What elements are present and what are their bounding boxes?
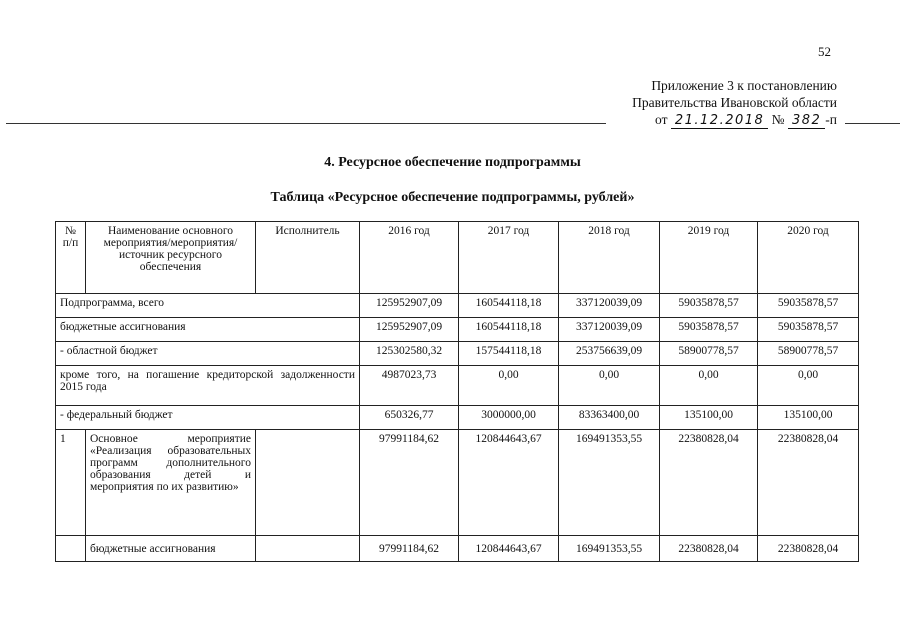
- cell-2017: 3000000,00: [459, 406, 559, 430]
- table-row: [56, 430, 859, 536]
- cell-2019: 59035878,57: [660, 294, 758, 318]
- section-title: 4. Ресурсное обеспечение подпрограммы: [324, 155, 581, 170]
- cell-2017: 157544118,18: [459, 342, 559, 366]
- cell-2018: 0,00: [559, 366, 660, 406]
- cell-2017: 160544118,18: [459, 318, 559, 342]
- from-label: от: [655, 112, 668, 127]
- header-2020: 2020 год: [758, 222, 859, 294]
- cell-2017: 0,00: [459, 366, 559, 406]
- row-executor: [256, 430, 360, 536]
- cell-2017: 120844643,67: [459, 536, 559, 562]
- cell-2018: 337120039,09: [559, 318, 660, 342]
- handwritten-number: 382: [788, 113, 825, 129]
- row-num: 1: [56, 430, 86, 536]
- header-2018: 2018 год: [559, 222, 660, 294]
- cell-2017: 120844643,67: [459, 430, 559, 536]
- header-name: Наименование основного мероприятия/мероприятия/ источник ресурсного обеспечения: [86, 222, 256, 294]
- cell-2019: 0,00: [660, 366, 758, 406]
- cell-2016: 97991184,62: [360, 536, 459, 562]
- table-row: [56, 366, 859, 406]
- header-2019: 2019 год: [660, 222, 758, 294]
- cell-2020: 135100,00: [758, 406, 859, 430]
- handwritten-date: 21.12.2018: [671, 113, 768, 129]
- row-num: [56, 536, 86, 562]
- header-rule-left: [6, 123, 606, 124]
- approval-line-3: [632, 111, 837, 129]
- header-rule-right: [845, 123, 900, 124]
- cell-2018: 83363400,00: [559, 406, 660, 430]
- cell-2018: 169491353,55: [559, 536, 660, 562]
- cell-2020: 58900778,57: [758, 342, 859, 366]
- row-label: бюджетные ассигнования: [86, 536, 256, 562]
- table-row: [56, 294, 859, 318]
- row-label: Подпрограмма, всего: [56, 294, 360, 318]
- row-label: - областной бюджет: [56, 342, 360, 366]
- header-num: № п/п: [56, 222, 86, 294]
- table-row: [56, 342, 859, 366]
- cell-2016: 125952907,09: [360, 318, 459, 342]
- approval-line-2: Правительства Ивановской области: [632, 95, 837, 110]
- table-row: [56, 318, 859, 342]
- number-label: №: [771, 112, 785, 127]
- row-label: Основное мероприятие «Реализация образовательных программ дополнительного образования детей и мероприятия по их развитию»: [86, 430, 256, 536]
- table-header-row: [56, 222, 859, 294]
- row-executor: [256, 536, 360, 562]
- cell-2019: 58900778,57: [660, 342, 758, 366]
- cell-2020: 22380828,04: [758, 430, 859, 536]
- header-executor: Исполнитель: [256, 222, 360, 294]
- cell-2019: 59035878,57: [660, 318, 758, 342]
- cell-2019: 135100,00: [660, 406, 758, 430]
- cell-2020: 59035878,57: [758, 318, 859, 342]
- resource-table: [55, 221, 859, 562]
- cell-2019: 22380828,04: [660, 536, 758, 562]
- table-row: [56, 536, 859, 562]
- page-number: 52: [818, 44, 831, 59]
- header-2017: 2017 год: [459, 222, 559, 294]
- number-suffix: -п: [825, 112, 837, 127]
- row-label: кроме того, на погашение кредиторской задолженности 2015 года: [56, 366, 360, 406]
- cell-2020: 22380828,04: [758, 536, 859, 562]
- approval-block: [632, 77, 837, 129]
- cell-2016: 4987023,73: [360, 366, 459, 406]
- row-label: - федеральный бюджет: [56, 406, 360, 430]
- cell-2020: 0,00: [758, 366, 859, 406]
- header-2016: 2016 год: [360, 222, 459, 294]
- row-label: бюджетные ассигнования: [56, 318, 360, 342]
- cell-2018: 337120039,09: [559, 294, 660, 318]
- cell-2016: 650326,77: [360, 406, 459, 430]
- cell-2020: 59035878,57: [758, 294, 859, 318]
- cell-2018: 169491353,55: [559, 430, 660, 536]
- cell-2017: 160544118,18: [459, 294, 559, 318]
- cell-2016: 97991184,62: [360, 430, 459, 536]
- cell-2019: 22380828,04: [660, 430, 758, 536]
- table-row: [56, 406, 859, 430]
- table-title: Таблица «Ресурсное обеспечение подпрограммы, рублей»: [270, 190, 635, 205]
- cell-2016: 125302580,32: [360, 342, 459, 366]
- cell-2016: 125952907,09: [360, 294, 459, 318]
- cell-2018: 253756639,09: [559, 342, 660, 366]
- approval-line-1: Приложение 3 к постановлению: [651, 78, 837, 93]
